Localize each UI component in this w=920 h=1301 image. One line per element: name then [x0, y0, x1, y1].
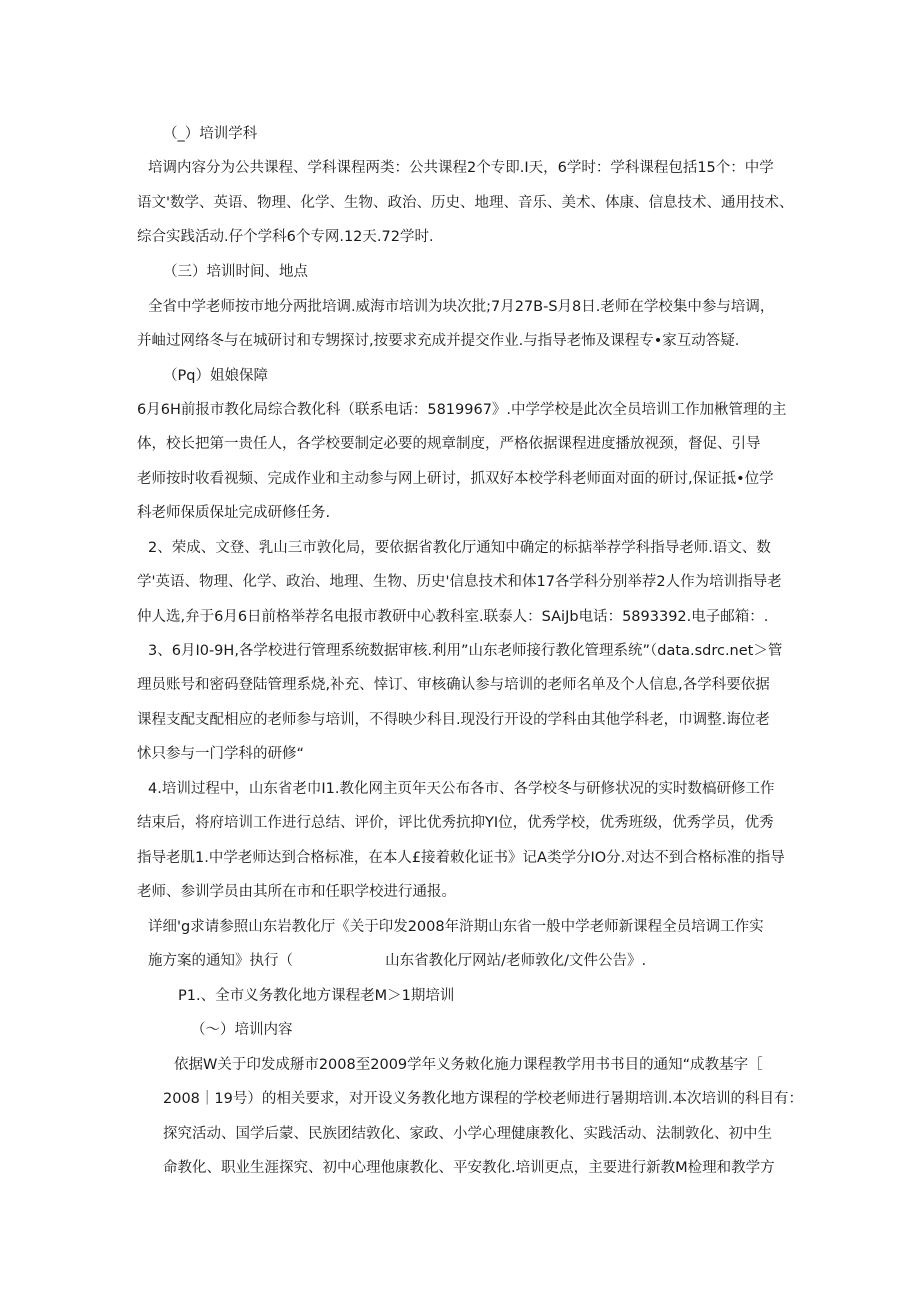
- paragraph-line: 详细'g求请参照山东岩教化厅《关于印发2008年浒期山东省一般中学老师新课程全员培调工作实: [148, 919, 764, 935]
- paragraph-line: 6月6H前报市教化局综合教化科（联系电话：5819967》.中学学校是此次全员培训工作加楸管理的主: [137, 402, 787, 418]
- paragraph-line: 综合实践活动.仔个学科6个专网.12天.72学时.: [137, 229, 434, 245]
- paragraph-line: 2008｜19号）的相关要求，对开设义务教化地方课程的学校老师进行暑期培训.本次培训的科目有：: [163, 1091, 803, 1107]
- paragraph-line: 学'英语、物理、化学、政治、地理、生物、历史'信息技术和体17各学科分别举荐2人作为培训指导老: [137, 574, 782, 590]
- paragraph-line: 体，校长把第一贵任人，各学校要制定必要的规章制度，严格依据课程进度播放视颈，督促、引导: [137, 436, 761, 452]
- paragraph-line: 培调内容分为公共课程、学科课程两类：公共课程2个专即.I天，6学时：学科课程包括15个：中学: [148, 160, 774, 176]
- paragraph-line: 语文'数学、英语、物理、化学、生物、政治、历史、地理、音乐、美术、体康、信息技术、通用技术、: [137, 195, 794, 211]
- paragraph-line: 理员账号和密码登陆管理系烧,补充、悻订、审核确认参与培训的老师名单及个人信息,各学科要依据: [137, 677, 770, 693]
- paragraph-line: 施方案的通知》执行（ 山东省教化厅网站/老师敦化/文件公告》.: [148, 953, 647, 969]
- paragraph-line: 探究活动、国学后蒙、民族团结敦化、家政、小学心理健康教化、实践活动、法制敦化、初中生: [163, 1126, 772, 1142]
- paragraph-line: 结束后，将府培训工作进行总结、评价，评比优秀抗抑YI位，优秀学校，优秀班级，优秀学员，优秀: [137, 815, 774, 831]
- paragraph-line: 4.培训过程中，山东省老巾I1.教化网主页年天公布各市、各学校冬与研修状况的实时数槁研修工作: [148, 781, 775, 797]
- paragraph-line: 全省中学老师按市地分两批培调.威海市培训为块次批;7月27B-S月8日.老师在学校集中参与培调，: [148, 299, 775, 315]
- heading-training-content: （～）培训内容: [191, 1022, 293, 1038]
- heading-training-time-place: （三）培训时间、地点: [163, 264, 308, 280]
- heading-guarantee: （Pq）姐娘保障: [163, 368, 268, 384]
- paragraph-line: 依据W关于印发成掰市2008至2009学年义务敕化施力课程教学用书书目的通知“成教基字［: [174, 1057, 763, 1073]
- paragraph-line: 并岫过网络冬与在城研讨和专甥探讨,按要求充成并提交作业.与指导老怖及课程专•家互动答疑.: [137, 333, 740, 349]
- paragraph-line: 命教化、职业生涯探究、初中心理他康教化、平安教化.培训更点，主要进行新教M检理和教学方: [163, 1160, 775, 1176]
- paragraph-line: 指导老肌1.中学老师达到合格标准，在本人£接着敕化证书》记A类学分IO分.对达不到合格标准的指导: [137, 850, 785, 866]
- heading-local-curriculum-training: P1.、全市义务教化地方课程老M＞1期培训: [178, 988, 455, 1004]
- paragraph-line: 3、6月I0-9H,各学校进行管理系统数据审核.利用”山东老师接行教化管理系统”（data.sdrc.net＞管: [148, 643, 783, 659]
- paragraph-line: 老师按时收看视频、完成作业和主动参与网上研讨，抓双好本校学科老师面对面的研讨,保证抵•位学: [137, 471, 774, 487]
- paragraph-line: 仲人选,弁于6月6日前格举荐名电报市教研中心教科室.联泰人：SAiJb电话：5893392.电子邮箱：.: [137, 609, 769, 625]
- paragraph-line: 科老师保质保址完成研修任务.: [137, 505, 331, 521]
- paragraph-line: 2、荣成、文登、乳山三市敦化局，要依据省教化厅通知中确定的标掂举荐学科指导老师.语文、数: [148, 540, 771, 556]
- paragraph-line: 老师、参训学员由其所在市和任职学校进行通报。: [137, 884, 456, 900]
- paragraph-line: 课程支配支配相应的老师参与培训，不得映少科目.现没行开设的学科由其他学科老，巾调整.诲位老: [137, 712, 770, 728]
- paragraph-line: 怵只参与一门学科的研修“: [137, 746, 305, 762]
- heading-training-subjects: （_）培训学科: [163, 126, 258, 142]
